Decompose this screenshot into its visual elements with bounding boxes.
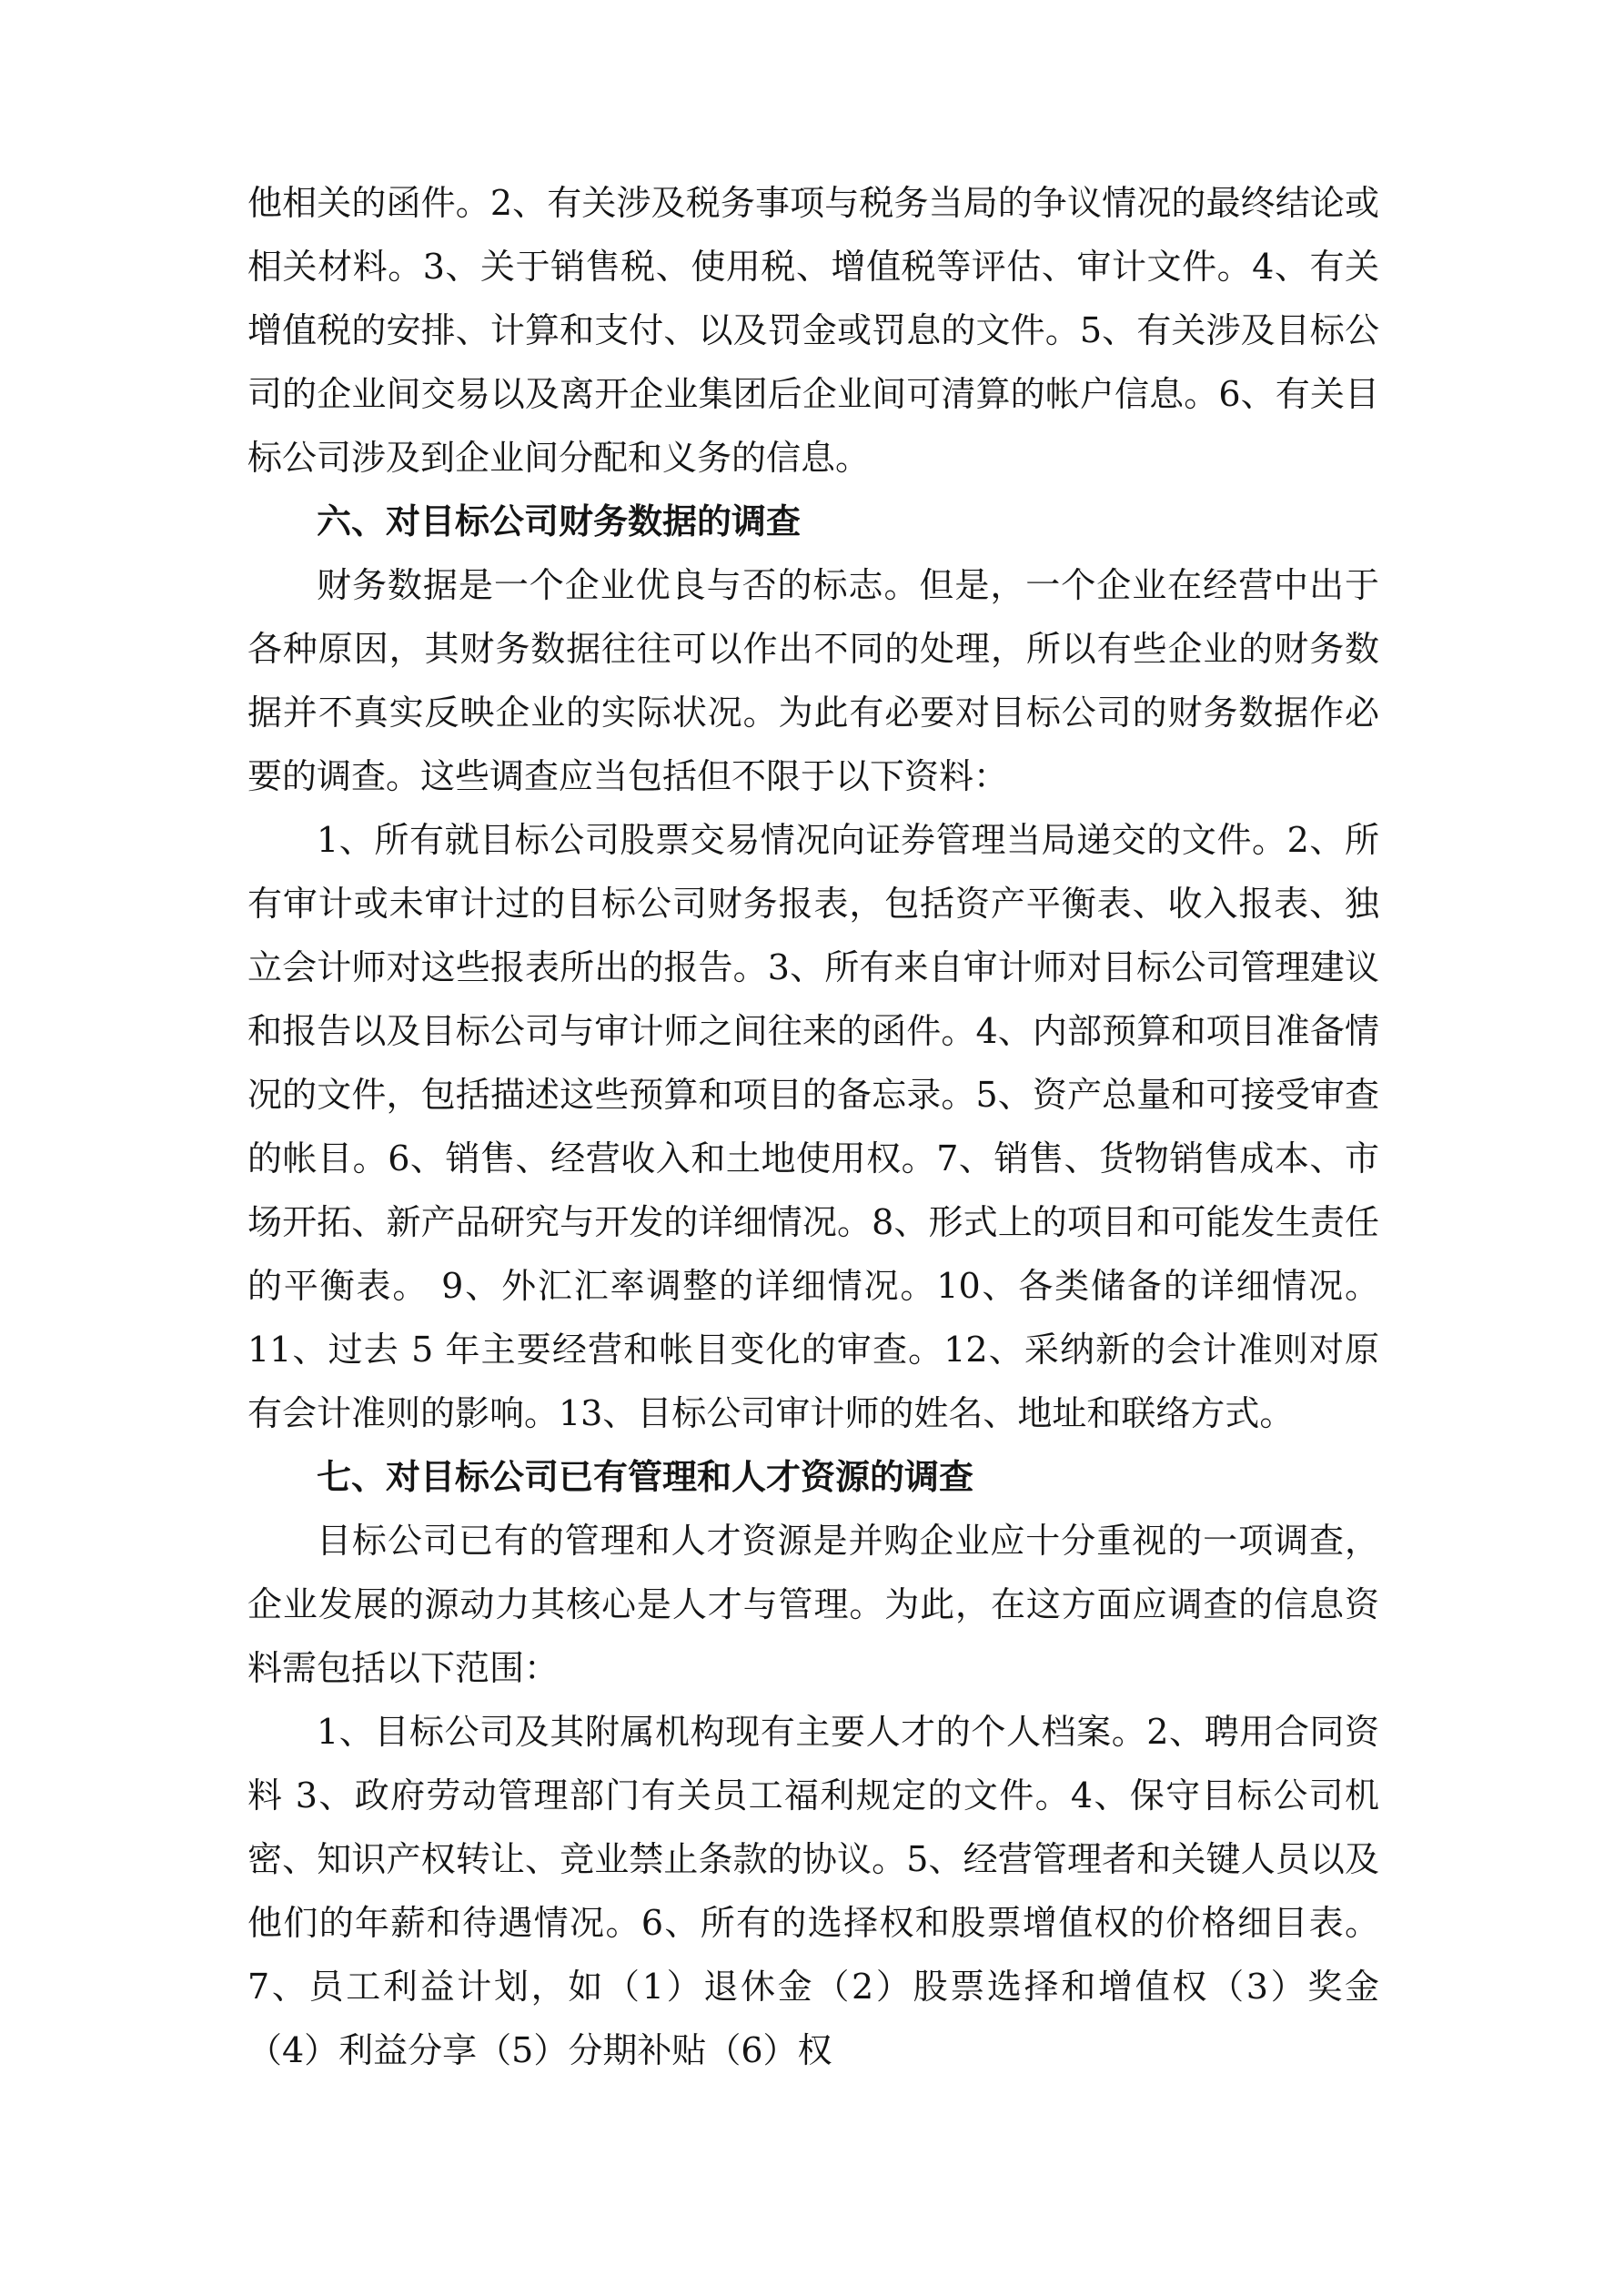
paragraph-management-intro: 目标公司已有的管理和人才资源是并购企业应十分重视的一项调查，企业发展的源动力其核心是人才与管理。为此，在这方面应调查的信息资料需包括以下范围： — [247, 1521, 1379, 1688]
paragraph-management-items: 1、目标公司及其附属机构现有主要人才的个人档案。2、聘用合同资料 3、政府劳动管理部门有关员工福利规定的文件。4、保守目标公司机密、知识产权转让、竞业禁止条款的协议。5、经营管理者和关键人员以及他们的年薪和待遇情况。6、所有的选择权和股票增值权的价格细目表。7、员工利益计划，如（1）退休金（2）股票选择和增值权（3）奖金 （4）利益分享（5）分期补贴（6）权 — [247, 1712, 1379, 2070]
paragraph-tax-continuation: 他相关的函件。2、有关涉及税务事项与税务当局的争议情况的最终结论或相关材料。3、关于销售税、使用税、增值税等评估、审计文件。4、有关增值税的安排、计算和支付、以及罚金或罚息的文件。5、有关涉及目标公司的企业间交易以及离开企业集团后企业间可清算的帐户信息。6、有关目标公司涉及到企业间分配和义务的信息。 — [247, 183, 1379, 478]
paragraph-financial-items: 1、所有就目标公司股票交易情况向证券管理当局递交的文件。2、所有审计或未审计过的目标公司财务报表，包括资产平衡表、收入报表、独立会计师对这些报表所出的报告。3、所有来自审计师对目标公司管理建议和报告以及目标公司与审计师之间往来的函件。4、内部预算和项目准备情况的文件，包括描述这些预算和项目的备忘录。5、资产总量和可接受审查的帐目。6、销售、经营收入和土地使用权。7、销售、货物销售成本、市场开拓、新产品研究与开发的详细情况。8、形式上的项目和可能发生责任的平衡表。 9、外汇汇率调整的详细情况。10、各类储备的详细情况。11、过去 5 年主要经营和帐目变化的审查。12、采纳新的会计准则对原有会计准则的影响。13、目标公司审计师的姓名、地址和联络方式。 — [247, 820, 1379, 1433]
section-heading-financial-data: 六、对目标公司财务数据的调查 — [317, 501, 802, 541]
paragraph-financial-intro: 财务数据是一个企业优良与否的标志。但是，一个企业在经营中出于各种原因，其财务数据往往可以作出不同的处理，所以有些企业的财务数据并不真实反映企业的实际状况。为此有必要对目标公司的财务数据作必要的调查。这些调查应当包括但不限于以下资料： — [247, 565, 1379, 796]
document-body — [247, 171, 1379, 2082]
section-heading-management-talent: 七、对目标公司已有管理和人才资源的调查 — [317, 1457, 974, 1497]
